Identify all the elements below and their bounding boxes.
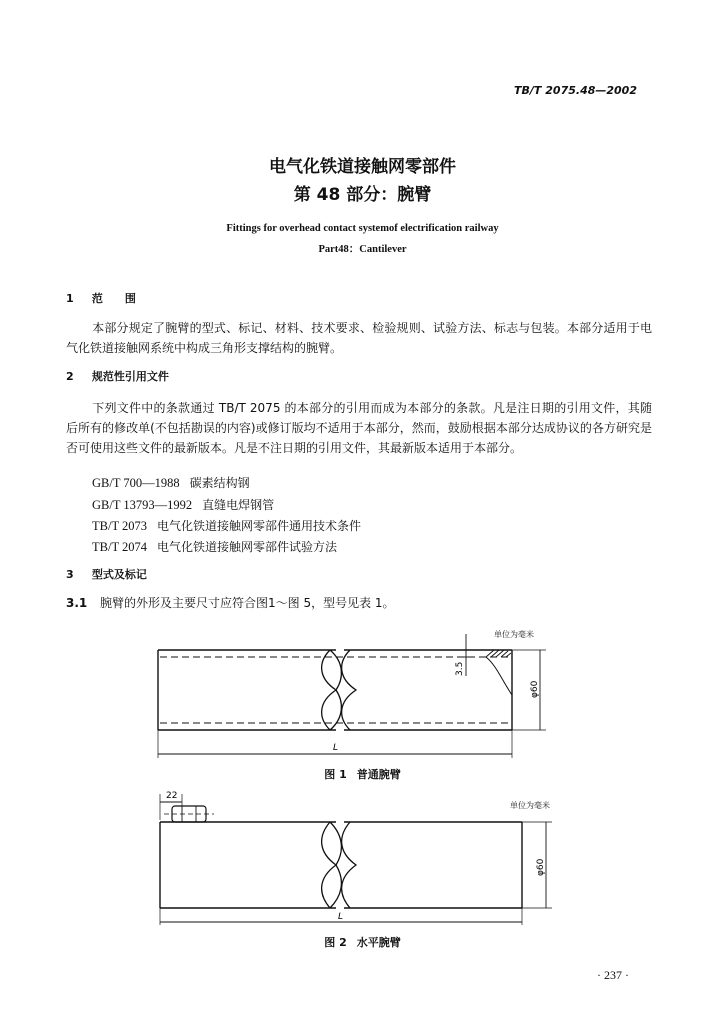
reference-title: 碳素结构钢 [189,476,250,490]
reference-code: TB/T 2074 [92,540,147,554]
clause-3-1-number: 3.1 [66,596,88,610]
section-2-text: 下列文件中的条款通过 TB/T 2075 的本部分的引用而成为本部分的条款。凡是注日期的引用文件，其随后所有的修改单(不包括勘误的内容)或修订版均不适用于本部分，然而，鼓励根据本部分达成协议的各方研究是否可使用这些文件的最新版本。凡是不注日期的引用文件，其最新版本适用于本部分。 [66,401,652,455]
figure-1-drawing [0,620,725,760]
figure-1-number: 图 1 [324,768,347,781]
figure-1-caption [0,766,725,782]
fig1-break-gap-bottom [336,728,344,732]
fig1-break-left-inner [330,650,341,730]
section-3-heading [66,566,147,582]
fig1-dia-dim-text: φ60 [530,680,540,698]
fig1-hatch [486,650,511,657]
title-cn-line2: 第 48 部分：腕臂 [293,185,432,205]
fig1-break-right [342,650,356,730]
standard-number: TB/T 2075.48—2002 [514,84,637,97]
figure-2-caption [0,934,725,950]
reference-item [92,538,337,555]
reference-title: 电气化铁道接触网零部件通用技术条件 [156,519,361,533]
section-2-title: 规范性引用文件 [91,370,169,383]
title-en-line2: Part48：Cantilever [318,244,407,255]
figure-2-number: 图 2 [324,936,347,949]
fig1-break-gap [336,648,344,652]
fig2-break-left [322,822,336,908]
fig2-break-left-inner [330,822,341,908]
fig2-unit-note: 单位为毫米 [510,801,550,810]
fig2-dia-dim-text: φ60 [536,858,546,876]
fig2-len-dim-text: L [338,912,344,922]
reference-item [92,474,250,491]
section-1-text: 本部分规定了腕臂的型式、标记、材料、技术要求、检验规则、试验方法、标志与包装。本部分适用于电气化铁道接触网系统中构成三角形支撑结构的腕臂。 [66,321,652,355]
section-3-title: 型式及标记 [91,568,147,581]
fig1-wall-dim-text: 3.5 [455,661,465,676]
section-1-heading [66,290,136,306]
fig1-unit-note: 单位为毫米 [494,630,534,639]
clause-3-1-text: 腕臂的外形及主要尺寸应符合图1～图 5，型号见表 1。 [100,596,395,610]
fig2-plug-dim-text: 22 [166,791,178,801]
section-2-paragraph [66,398,652,458]
fig2-break-gap-bottom [336,906,344,910]
section-1-title: 范 围 [91,292,136,305]
reference-item [92,496,274,513]
section-2-number: 2 [66,370,74,383]
title-cn-line1: 电气化铁道接触网零部件 [269,157,456,177]
fig2-break-gap [336,820,344,824]
fig2-break-right [342,822,356,908]
reference-code: TB/T 2073 [92,519,147,533]
figure-2-title: 水平腕臂 [356,936,401,949]
reference-title: 电气化铁道接触网零部件试验方法 [156,540,337,554]
reference-title: 直缝电焊钢管 [202,498,275,512]
section-3-number: 3 [66,568,74,581]
figure-1-title: 普通腕臂 [356,768,401,781]
reference-item [92,517,361,534]
reference-code: GB/T 700—1988 [92,476,180,490]
title-en-line1: Fittings for overhead contact systemof electrification railway [226,223,499,234]
section-2-heading [66,368,169,384]
reference-code: GB/T 13793—1992 [92,498,193,512]
figure-2-drawing [0,786,725,926]
fig1-len-dim-text: L [333,743,339,753]
section-1-paragraph [66,318,652,358]
page-number: · 237 · [597,968,629,982]
fig1-end-chamfer [486,657,512,695]
fig1-break-left [322,650,336,730]
section-1-number: 1 [66,292,74,305]
clause-3-1 [66,594,395,611]
